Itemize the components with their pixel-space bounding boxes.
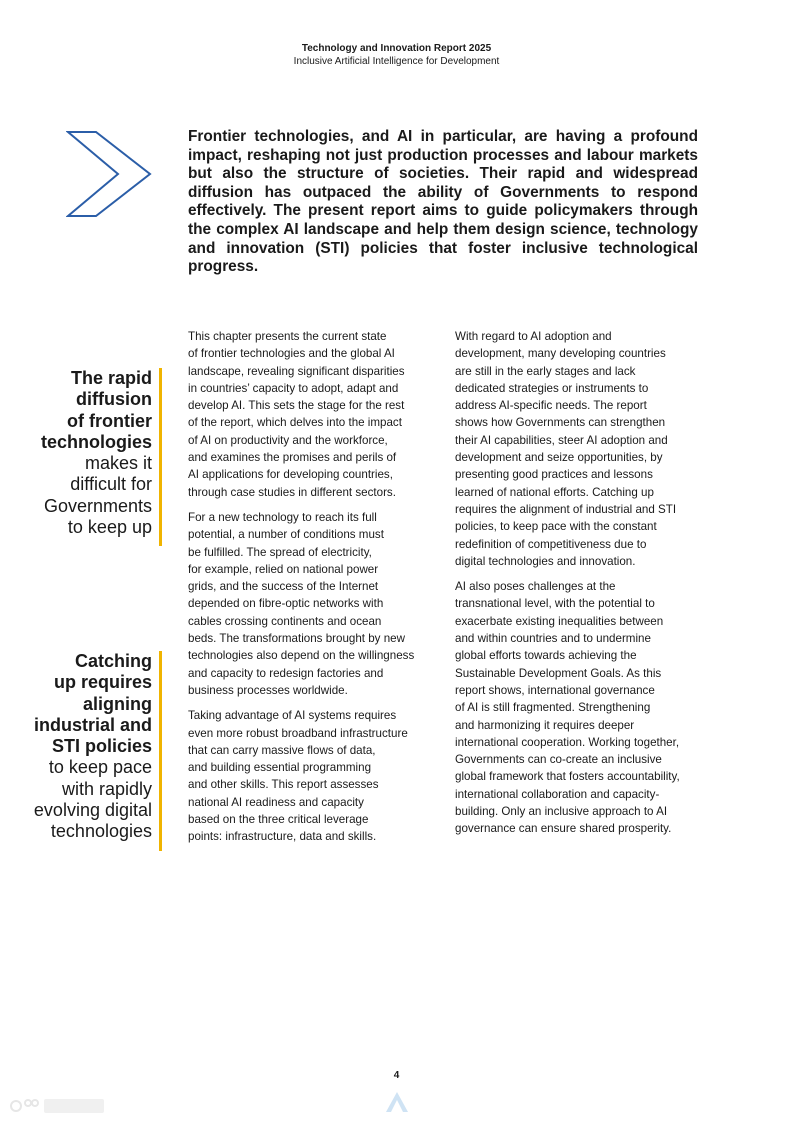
body-line: and capacity to redesign factories and	[188, 666, 384, 680]
body-paragraph	[455, 328, 700, 570]
chevron-right-icon	[66, 130, 154, 218]
body-line: requires the alignment of industrial and STI	[455, 502, 677, 516]
body-line: through case studies in different sectors.	[188, 485, 396, 499]
body-line: Governments can co-create an inclusive	[455, 753, 662, 767]
body-line: depended on fibre-optic networks with	[188, 597, 384, 611]
pull-quote-line: Governments	[43, 495, 152, 516]
body-line: This chapter presents the current state	[188, 330, 387, 343]
lead-paragraph: Frontier technologies, and AI in particular, are having a profound impact, reshaping not just production processes and labour markets but also the structure of societies. Their rapid and widespread diffusion has outpaced the ability of Governments to respond effectively. The present report aims to guide policymakers through the complex AI landscape and help them design science, technology and innovation (STI) policies that foster inclusive technological progress.	[188, 128, 698, 276]
body-line: Taking advantage of AI systems requires	[188, 709, 397, 723]
page-number: 4	[393, 1070, 400, 1081]
body-line: dedicated strategies or instruments to	[455, 381, 649, 395]
pull-quote-bold-line: aligning	[83, 693, 152, 714]
pull-quote	[41, 368, 152, 538]
body-line: based on the three critical leverage	[188, 813, 369, 827]
pull-quote-accent-bar	[159, 368, 162, 546]
pull-quote	[34, 651, 152, 843]
pull-quote-bold-line: up requires	[53, 672, 152, 693]
body-line: in countries’ capacity to adopt, adapt and	[188, 381, 399, 395]
pull-quote-line: with rapidly	[61, 778, 152, 799]
body-line: presenting good practices and lessons	[455, 468, 653, 482]
body-line: building. Only an inclusive approach to AI	[455, 805, 668, 819]
body-line: develop AI. This sets the stage for the rest	[188, 399, 405, 413]
pull-quote-bold-line: Catching	[74, 651, 152, 671]
body-line: governance can ensure shared prosperity.	[455, 822, 672, 836]
body-line: cables crossing continents and ocean	[188, 614, 382, 628]
body-line: development, many developing countries	[455, 347, 666, 361]
body-line: beds. The transformations brought by new	[188, 632, 405, 646]
report-title: Technology and Innovation Report 2025	[301, 43, 492, 54]
watermark-logo	[6, 1095, 106, 1117]
body-line: transnational level, with the potential to	[455, 597, 655, 611]
body-line: their AI capabilities, steer AI adoption and	[455, 433, 668, 447]
body-line: learned of national efforts. Catching up	[455, 485, 654, 499]
body-line: landscape, revealing significant disparities	[188, 364, 405, 378]
pull-quote-bold-line: diffusion	[76, 389, 152, 410]
body-line: grids, and the success of the Internet	[188, 580, 379, 594]
pull-quote-text	[34, 651, 152, 843]
body-line: For a new technology to reach its full	[188, 510, 377, 524]
body-line: address AI-specific needs. The report	[455, 399, 647, 413]
body-line: are still in the early stages and lack	[455, 364, 636, 378]
body-line: report shows, international governance	[455, 683, 655, 697]
body-paragraph	[188, 328, 433, 501]
pull-quote-text	[41, 368, 152, 538]
body-line: for example, relied on national power	[188, 562, 379, 576]
body-column-left	[188, 328, 433, 854]
pull-quote-bold-line: STI policies	[51, 736, 152, 757]
body-line: global framework that fosters accountability,	[455, 770, 680, 784]
body-line: and other skills. This report assesses	[188, 778, 379, 792]
body-line: technologies also depend on the willingness	[188, 649, 415, 663]
body-line: national AI readiness and capacity	[188, 795, 364, 809]
body-line: international cooperation. Working together,	[455, 735, 680, 749]
body-line: of frontier technologies and the global AI	[188, 347, 395, 361]
pull-quote-line: to keep up	[67, 517, 152, 538]
body-line: of the report, which delves into the impact	[188, 416, 402, 430]
body-line: business processes worldwide.	[188, 683, 348, 697]
chevron-up-icon[interactable]	[384, 1088, 410, 1114]
body-line: development and seize opportunities, by	[455, 451, 663, 465]
body-line: shows how Governments can strengthen	[455, 416, 666, 430]
body-line: of AI on productivity and the workforce,	[188, 433, 388, 447]
body-line: policies, to keep pace with the constant	[455, 520, 657, 534]
body-line: that can carry massive flows of data,	[188, 743, 376, 757]
body-line: Sustainable Development Goals. As this	[455, 666, 662, 680]
body-line: AI applications for developing countries,	[188, 468, 393, 482]
pull-quote-line: technologies	[50, 821, 152, 842]
body-paragraph	[188, 509, 433, 699]
body-line: global efforts towards achieving the	[455, 649, 637, 663]
body-line: points: infrastructure, data and skills.	[188, 830, 377, 844]
body-line: digital technologies and innovation.	[455, 554, 636, 568]
body-line: be fulfilled. The spread of electricity,	[188, 545, 372, 559]
pull-quote-bold-line: industrial and	[33, 714, 152, 735]
body-line: of AI is still fragmented. Strengthening	[455, 701, 651, 715]
body-line: even more robust broadband infrastructure	[188, 726, 408, 740]
body-line: and examines the promises and perils of	[188, 451, 397, 465]
pull-quote-bold-line: technologies	[40, 431, 152, 452]
pull-quote-line: evolving digital	[33, 800, 152, 821]
body-column-right	[455, 328, 700, 846]
body-line: AI also poses challenges at the	[455, 580, 616, 594]
body-line: redefinition of competitiveness due to	[455, 537, 647, 551]
body-line: With regard to AI adoption and	[455, 330, 612, 343]
running-header	[0, 42, 793, 68]
pull-quote-accent-bar	[159, 651, 162, 851]
report-subtitle: Inclusive Artificial Intelligence for Development	[293, 56, 500, 67]
body-paragraph	[188, 707, 433, 845]
pull-quote-line: difficult for	[70, 474, 152, 495]
body-line: international collaboration and capacity-	[455, 787, 660, 801]
pull-quote-bold-line: of frontier	[67, 410, 152, 431]
pull-quote-bold-line: The rapid	[70, 368, 152, 388]
body-line: potential, a number of conditions must	[188, 528, 384, 542]
body-line: exacerbate existing inequalities between	[455, 614, 664, 628]
pull-quote-line: makes it	[84, 453, 152, 474]
body-paragraph	[455, 578, 700, 837]
body-line: and harmonizing it requires deeper	[455, 718, 635, 732]
body-line: and building essential programming	[188, 761, 372, 775]
body-line: and within countries and to undermine	[455, 632, 651, 646]
pull-quote-line: to keep pace	[48, 757, 152, 778]
